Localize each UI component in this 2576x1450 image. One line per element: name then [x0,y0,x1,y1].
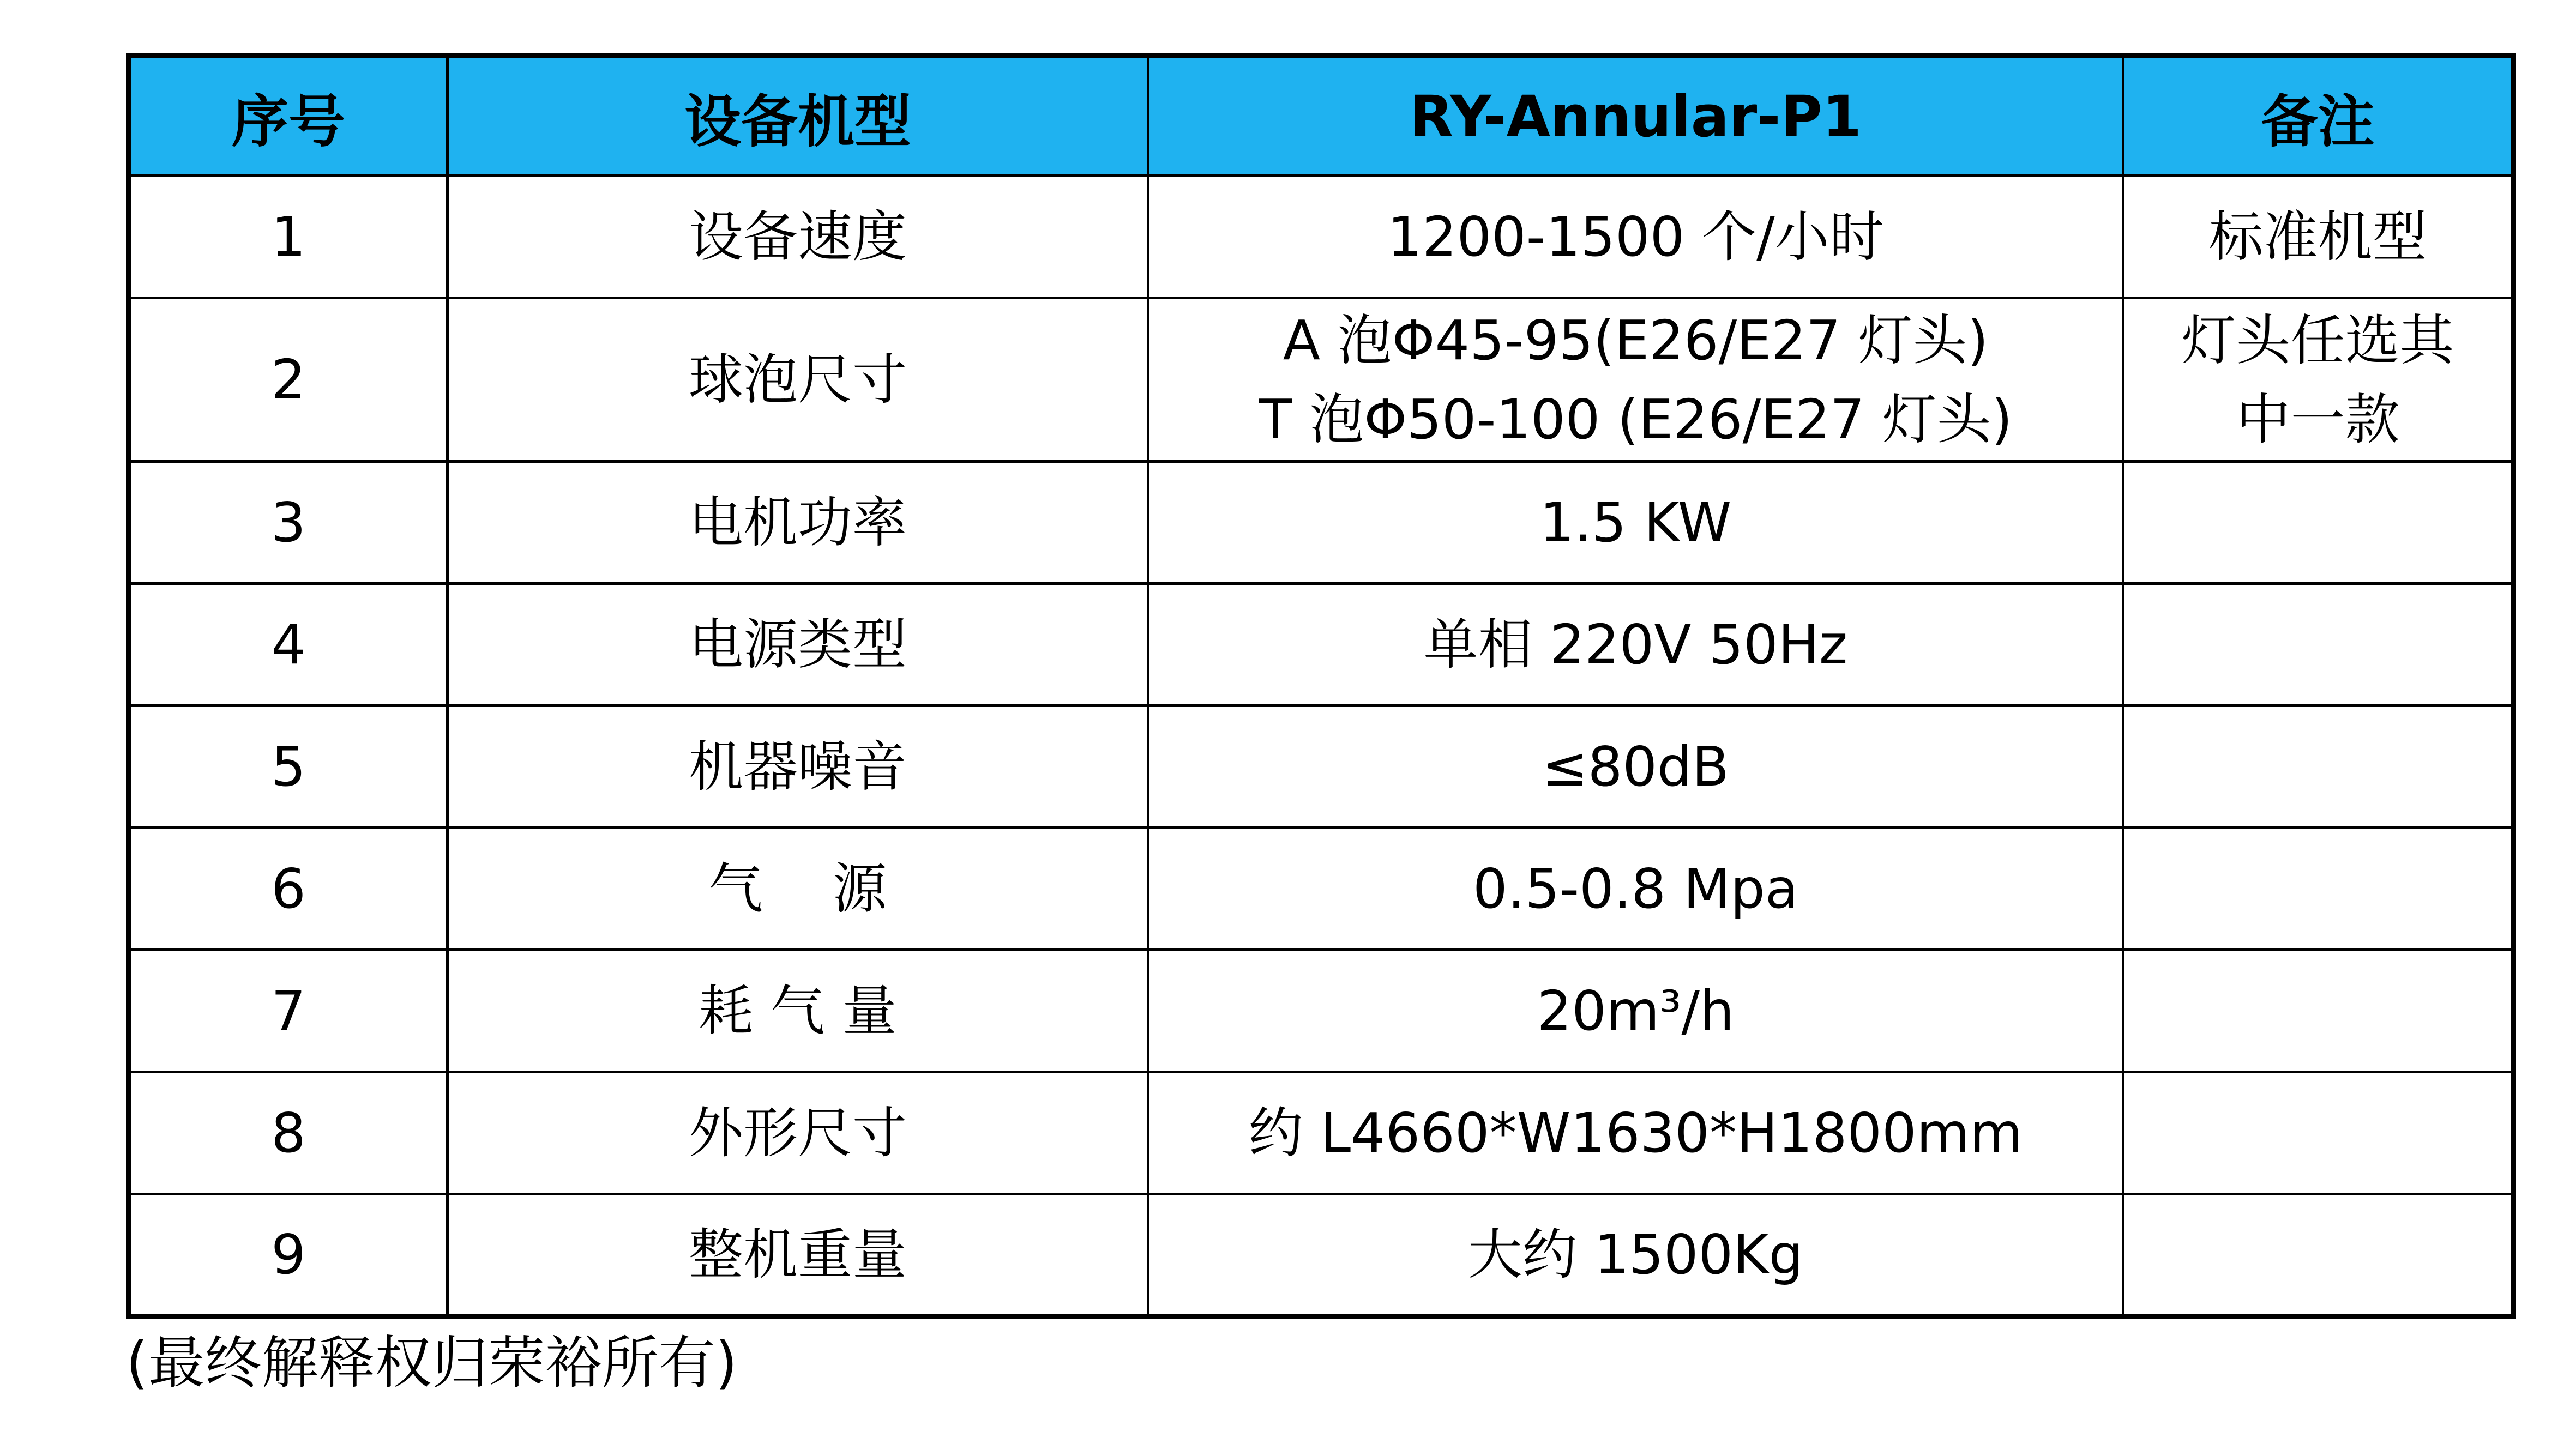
spec-note [2123,950,2514,1072]
spec-name: 机器噪音 [448,706,1148,828]
spec-value-line: 约 L4660*W1630*H1800mm [1248,1101,2023,1165]
spec-value-line: 1200-1500 个/小时 [1387,205,1884,269]
spec-note [2123,298,2514,462]
spec-value-line: T 泡Φ50-100 (E26/E27 灯头) [1259,387,2013,451]
spec-note [2123,706,2514,828]
spec-value-line: 1.5 KW [1539,491,1732,554]
spec-note-line: 标准机型 [2208,205,2427,269]
table-row [129,1194,2514,1316]
spec-note-line: 灯头任选其 [2181,308,2454,372]
spec-value-line: ≤80dB [1542,735,1730,799]
header-no: 序号 [129,56,448,176]
table-row [129,1072,2514,1194]
spec-name: 耗 气 量 [448,950,1148,1072]
table-row [129,950,2514,1072]
spec-value [1148,462,2123,584]
spec-value-line: 20m³/h [1537,979,1735,1043]
spec-name: 电源类型 [448,584,1148,706]
header-row [129,56,2514,176]
spec-name: 设备速度 [448,176,1148,298]
spec-value-line: 大约 1500Kg [1467,1223,1804,1286]
spec-name: 电机功率 [448,462,1148,584]
row-number: 5 [129,706,448,828]
spec-name: 整机重量 [448,1194,1148,1316]
spec-value-line: 单相 220V 50Hz [1423,613,1848,676]
row-number: 2 [129,298,448,462]
spec-note [2123,1072,2514,1194]
spec-note [2123,584,2514,706]
spec-value [1148,828,2123,950]
spec-name: 外形尺寸 [448,1072,1148,1194]
spec-value [1148,1072,2123,1194]
spec-value [1148,298,2123,462]
table-row [129,462,2514,584]
row-number: 7 [129,950,448,1072]
spec-note [2123,176,2514,298]
row-number: 6 [129,828,448,950]
table-row [129,298,2514,462]
row-number: 3 [129,462,448,584]
header-model: RY-Annular-P1 [1148,56,2123,176]
spec-table-body [129,176,2514,1316]
row-number: 4 [129,584,448,706]
table-row [129,828,2514,950]
row-number: 1 [129,176,448,298]
header-name: 设备机型 [448,56,1148,176]
table-row [129,176,2514,298]
spec-note [2123,828,2514,950]
spec-name: 气 源 [448,828,1148,950]
footnote: (最终解释权归荣裕所有) [126,1330,738,1396]
table-row [129,706,2514,828]
row-number: 8 [129,1072,448,1194]
spec-note [2123,1194,2514,1316]
spec-note [2123,462,2514,584]
spec-value-line: 0.5-0.8 Mpa [1473,857,1798,921]
spec-note-line: 中一款 [2236,387,2400,451]
spec-value [1148,706,2123,828]
spec-value-line: A 泡Φ45-95(E26/E27 灯头) [1283,308,1989,372]
table-row [129,584,2514,706]
spec-value [1148,584,2123,706]
spec-table [126,53,2516,1319]
spec-name: 球泡尺寸 [448,298,1148,462]
header-note: 备注 [2123,56,2514,176]
spec-value [1148,176,2123,298]
row-number: 9 [129,1194,448,1316]
spec-value [1148,1194,2123,1316]
spec-value [1148,950,2123,1072]
spec-table-header [129,56,2514,176]
